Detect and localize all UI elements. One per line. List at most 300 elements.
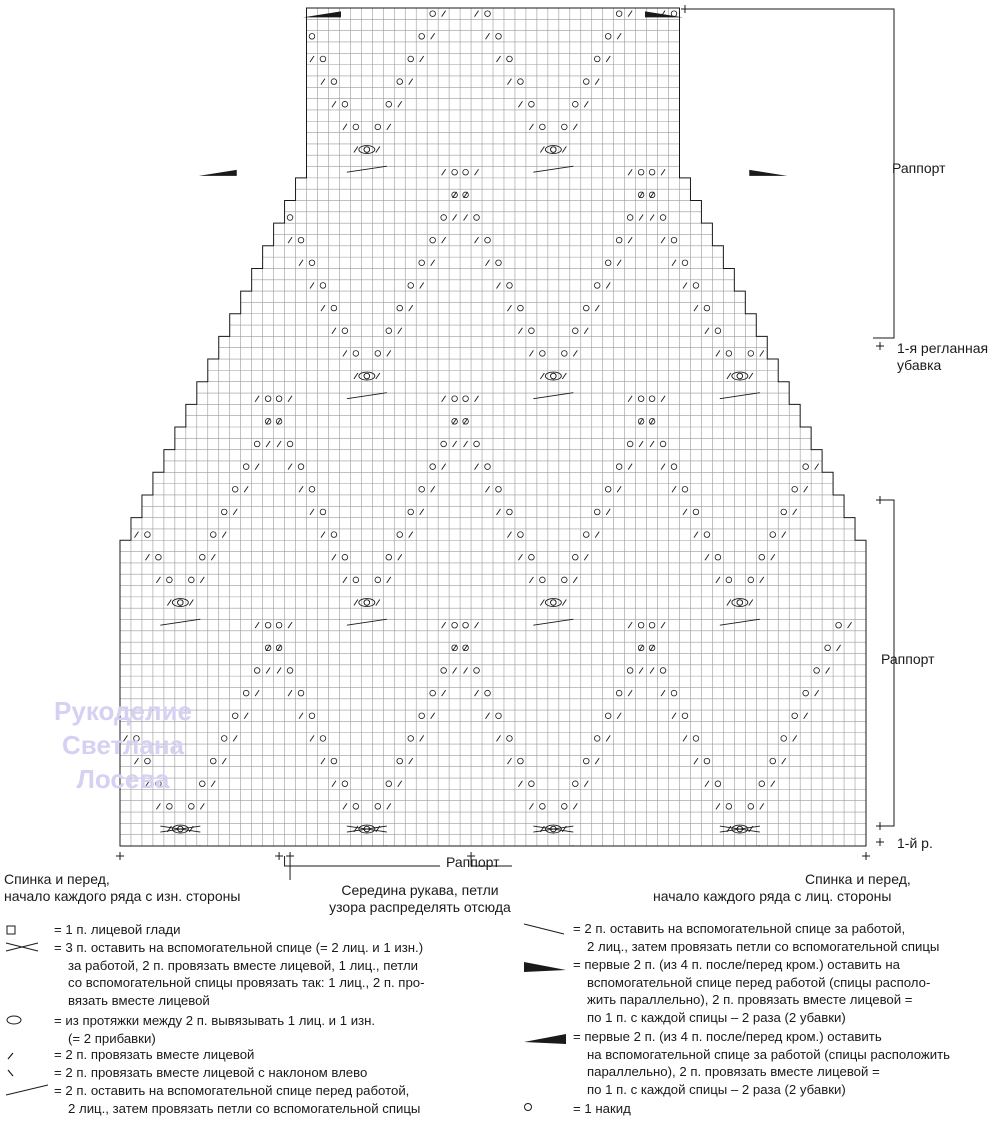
yarn-over-circle-icon xyxy=(386,328,392,334)
yarn-over-circle-icon xyxy=(551,147,557,153)
legend-left-item-5-line-1: 2 лиц., затем провязать петли со вспомогательной спицы xyxy=(68,1100,421,1116)
legend-left-item-2-line-0: = из протяжки между 2 п. вывязывать 1 лиц. и 1 изн. xyxy=(54,1013,376,1028)
left-slash-icon xyxy=(606,735,610,741)
oval-icon xyxy=(7,1016,21,1024)
left-slash-icon xyxy=(815,690,819,696)
right-slash-icon xyxy=(310,56,314,62)
yarn-over-circle-icon xyxy=(397,758,403,764)
first-raglan-label-2: убавка xyxy=(897,357,942,373)
yarn-over-circle-icon xyxy=(748,577,754,583)
yarn-over-circle-icon xyxy=(364,600,370,606)
left-slash-icon xyxy=(595,305,599,311)
yarn-over-circle-icon xyxy=(474,441,480,447)
left-slash-icon xyxy=(617,33,621,39)
left-slash-icon xyxy=(584,101,588,107)
yarn-over-circle-icon xyxy=(243,464,249,470)
right-slash-icon xyxy=(442,622,446,628)
right-slash-icon xyxy=(507,305,511,311)
right-slash-icon xyxy=(628,396,632,402)
left-caption-line-1: Спинка и перед, xyxy=(4,871,110,887)
yarn-over-circle-icon xyxy=(616,11,622,17)
right-slash-icon xyxy=(299,260,303,266)
yarn-over-circle-icon xyxy=(551,600,557,606)
right-slash-icon xyxy=(475,690,479,696)
right-slash-icon xyxy=(156,803,160,809)
right-slash-icon xyxy=(518,328,522,334)
left-slash-icon xyxy=(661,396,665,402)
right-slash-icon xyxy=(661,464,665,470)
yarn-over-circle-icon xyxy=(430,464,436,470)
grid-lines xyxy=(120,8,866,846)
center-caption-line-2: узора распределять отсюда xyxy=(329,899,511,915)
left-slash-icon xyxy=(771,781,775,787)
right-slash-icon xyxy=(650,667,654,673)
yarn-over-circle-icon xyxy=(572,554,578,560)
yarn-over-circle-icon xyxy=(518,532,524,538)
right-slash-icon xyxy=(332,101,336,107)
left-slash-icon xyxy=(793,509,797,515)
yarn-over-circle-icon xyxy=(825,645,831,651)
yarn-over-circle-icon xyxy=(638,396,644,402)
legend-left-item-3-line-0: = 2 п. провязать вместе лицевой xyxy=(54,1047,255,1062)
yarn-over-circle-icon xyxy=(496,34,502,40)
long-rising-line-icon xyxy=(720,619,760,625)
yarn-over-circle-icon xyxy=(375,351,381,357)
left-slash-icon xyxy=(573,350,577,356)
right-slash-icon xyxy=(299,33,303,39)
yarn-over-circle-icon xyxy=(671,690,677,696)
yarn-over-circle-icon xyxy=(199,554,205,560)
yarn-over-circle-icon xyxy=(616,690,622,696)
yarn-over-circle-icon xyxy=(693,283,699,289)
right-slash-icon xyxy=(507,79,511,85)
yarn-over-circle-icon xyxy=(386,554,392,560)
chart-grid xyxy=(120,8,866,846)
left-slash-icon xyxy=(617,486,621,492)
right-slash-icon xyxy=(705,328,709,334)
right-slash-icon xyxy=(321,305,325,311)
left-slash-icon xyxy=(409,532,413,538)
yarn-over-circle-icon xyxy=(463,622,469,628)
yarn-over-circle-icon xyxy=(452,396,458,402)
right-slash-icon xyxy=(354,600,358,606)
yarn-over-circle-icon xyxy=(364,147,370,153)
long-rising-line-icon xyxy=(720,393,760,399)
yarn-over-circle-icon xyxy=(474,668,480,674)
right-slash-icon xyxy=(727,600,731,606)
right-slash-icon xyxy=(464,441,468,447)
yarn-over-circle-icon xyxy=(529,328,535,334)
yarn-over-circle-icon xyxy=(397,532,403,538)
yarn-over-circle-icon xyxy=(309,713,315,719)
legend-right-icons xyxy=(520,920,570,1120)
right-slash-icon xyxy=(694,758,698,764)
right-slash-icon xyxy=(628,622,632,628)
left-slash-icon xyxy=(233,735,237,741)
left-slash-icon xyxy=(420,509,424,515)
yarn-over-circle-icon xyxy=(594,283,600,289)
right-slash-icon xyxy=(716,803,720,809)
yarn-over-circle-icon xyxy=(572,328,578,334)
right-slash-icon xyxy=(354,147,358,153)
yarn-over-circle-icon xyxy=(529,101,535,107)
left-slash-icon xyxy=(826,667,830,673)
yarn-over-circle-icon xyxy=(814,668,820,674)
yarn-over-circle-icon xyxy=(309,34,315,40)
yarn-over-circle-icon xyxy=(485,237,491,243)
watermark-line-3: Лосева xyxy=(76,764,170,794)
yarn-over-circle-icon xyxy=(616,237,622,243)
legend-left-item-1-line-3: вязать вместе лицевой xyxy=(68,992,210,1008)
left-slash-icon xyxy=(233,509,237,515)
yarn-over-circle-icon xyxy=(715,328,721,334)
yarn-over-circle-icon xyxy=(189,577,195,583)
yarn-over-circle-icon xyxy=(518,305,524,311)
right-slash-icon xyxy=(496,282,500,288)
left-slash-icon xyxy=(475,169,479,175)
left-slash-icon xyxy=(573,124,577,130)
right-slash-icon xyxy=(288,237,292,243)
legend-right-item-0-line-0: = 2 п. оставить на вспомогательной спице за работой, xyxy=(573,921,906,936)
yarn-over-circle-icon xyxy=(419,486,425,492)
legend-right-item-1-line-2: жить параллельно), 2 п. провязать вместе лицевой = xyxy=(587,992,913,1008)
left-slash-icon xyxy=(222,758,226,764)
right-slash-icon xyxy=(683,735,687,741)
right-slash-icon xyxy=(354,373,358,379)
yarn-over-circle-icon xyxy=(342,781,348,787)
right-slash-icon xyxy=(299,713,303,719)
watermark xyxy=(28,694,218,796)
left-slash-icon xyxy=(782,532,786,538)
right-slash-icon xyxy=(442,396,446,402)
yarn-over-circle-icon xyxy=(737,373,743,379)
left-slash-icon xyxy=(376,147,380,153)
left-slash-icon xyxy=(639,215,643,221)
yarn-over-circle-icon xyxy=(594,736,600,742)
first-row-label: 1-й р. xyxy=(897,835,933,851)
right-slash-icon xyxy=(650,215,654,221)
left-slash-icon xyxy=(661,169,665,175)
yarn-over-circle-icon xyxy=(320,56,326,62)
right-slash-icon xyxy=(716,577,720,583)
legend-left-item-5-line-0: = 2 п. оставить на вспомогательной спице перед работой, xyxy=(54,1083,410,1098)
yarn-over-circle-icon xyxy=(397,305,403,311)
yarn-over-circle-icon xyxy=(518,79,524,85)
yarn-over-circle-icon xyxy=(265,622,271,628)
left-slash-icon xyxy=(398,101,402,107)
yarn-over-circle-icon xyxy=(320,509,326,515)
left-wedge-icon xyxy=(749,170,787,176)
center-caption-line-1: Середина рукава, петли xyxy=(341,882,499,898)
legend-left-item-1-line-1: за работой, 2 п. провязать вместе лицевой, 1 лиц., петли xyxy=(68,957,419,973)
yarn-over-circle-icon xyxy=(342,554,348,560)
yarn-over-circle-icon xyxy=(243,690,249,696)
right-slash-icon xyxy=(277,441,281,447)
left-slash-icon xyxy=(387,124,391,130)
watermark-line-1: Рукоделие xyxy=(54,696,192,726)
legend-right-item-1-line-3: по 1 п. с каждой спицы – 2 раза (2 убавки) xyxy=(587,1009,846,1025)
yarn-over-circle-icon xyxy=(254,668,260,674)
left-slash-icon xyxy=(431,260,435,266)
yarn-over-circle-icon xyxy=(540,351,546,357)
left-slash-icon xyxy=(475,622,479,628)
right-slash-icon xyxy=(486,260,490,266)
left-slash-icon xyxy=(442,11,446,17)
left-slash-icon xyxy=(837,645,841,651)
left-slash-icon xyxy=(255,464,259,470)
yarn-over-circle-icon xyxy=(353,577,359,583)
right-slash-icon xyxy=(628,169,632,175)
left-slash-icon xyxy=(749,600,753,606)
right-slash-icon xyxy=(518,101,522,107)
yarn-over-circle-icon xyxy=(770,532,776,538)
right-slash-icon xyxy=(486,486,490,492)
yarn-over-circle-icon xyxy=(364,373,370,379)
left-slash-icon xyxy=(628,237,632,243)
left-slash-icon xyxy=(420,56,424,62)
left-slash-icon xyxy=(442,464,446,470)
long-rising-line-icon xyxy=(533,393,573,399)
yarn-over-circle-icon xyxy=(298,464,304,470)
yarn-over-circle-icon xyxy=(605,486,611,492)
left-slash-icon xyxy=(211,554,215,560)
yarn-over-circle-icon xyxy=(562,124,568,130)
right-slash-icon xyxy=(310,509,314,515)
yarn-over-circle-icon xyxy=(792,713,798,719)
rapport-bottom-bracket-left xyxy=(285,856,440,866)
left-slash-icon xyxy=(475,396,479,402)
yarn-over-circle-icon xyxy=(836,622,842,628)
yarn-over-circle-icon xyxy=(507,283,513,289)
yarn-over-circle-icon xyxy=(792,486,798,492)
yarn-over-circle-icon xyxy=(594,509,600,515)
yarn-over-circle-icon xyxy=(496,713,502,719)
yarn-over-circle-icon xyxy=(298,237,304,243)
yarn-over-circle-icon xyxy=(430,11,436,17)
left-slash-icon xyxy=(804,713,808,719)
long-rising-line-icon xyxy=(347,393,387,399)
right-wedge-icon xyxy=(199,170,237,176)
right-slash-icon xyxy=(672,260,676,266)
left-slash-icon xyxy=(420,735,424,741)
yarn-over-circle-icon xyxy=(408,283,414,289)
yarn-over-circle-icon xyxy=(529,554,535,560)
yarn-over-circle-icon xyxy=(232,713,238,719)
yarn-over-circle-icon xyxy=(485,464,491,470)
right-slash-icon xyxy=(540,600,544,606)
yarn-over-circle-icon xyxy=(331,79,337,85)
left-slash-icon xyxy=(431,486,435,492)
legend-right-item-2-line-2: параллельно), 2 п. провязать вместе лицевой = xyxy=(587,1064,880,1080)
left-slash-icon xyxy=(420,282,424,288)
left-slash-icon xyxy=(189,600,193,606)
yarn-over-circle-icon xyxy=(408,56,414,62)
left-slash-icon xyxy=(442,237,446,243)
yarn-over-circle-icon xyxy=(737,600,743,606)
yarn-over-circle-icon xyxy=(551,373,557,379)
right-slash-icon xyxy=(255,622,259,628)
yarn-over-circle-icon xyxy=(715,554,721,560)
legend-right-item-0-line-1: 2 лиц., затем провязать петли со вспомогательной спицы xyxy=(587,938,940,954)
yarn-over-circle-icon xyxy=(605,260,611,266)
right-slash-icon xyxy=(343,350,347,356)
legend-right-item-1-line-0: = первые 2 п. (из 4 п. после/перед кром.) оставить на xyxy=(573,957,900,972)
yarn-over-circle-icon xyxy=(583,758,589,764)
right-caption-line-2: начало каждого ряда с лиц. стороны xyxy=(653,888,892,904)
right-slash-icon xyxy=(288,690,292,696)
yarn-over-circle-icon xyxy=(221,736,227,742)
right-slash-icon xyxy=(683,282,687,288)
right-slash-icon xyxy=(134,532,138,538)
right-slash-icon xyxy=(343,124,347,130)
left-slash-icon xyxy=(848,622,852,628)
right-slash-icon xyxy=(464,215,468,221)
left-slash-icon xyxy=(398,554,402,560)
left-slash-icon xyxy=(749,373,753,379)
right-slash-icon xyxy=(529,577,533,583)
yarn-over-circle-icon xyxy=(507,56,513,62)
left-slash-icon xyxy=(584,554,588,560)
yarn-over-circle-icon xyxy=(342,101,348,107)
left-slash-icon xyxy=(442,690,446,696)
left-slash-icon xyxy=(628,690,632,696)
yarn-over-circle-icon xyxy=(145,532,151,538)
left-slash-icon xyxy=(815,464,819,470)
right-slash-icon xyxy=(529,350,533,356)
left-slash-icon xyxy=(562,147,566,153)
left-slash-icon xyxy=(244,486,248,492)
yarn-over-circle-icon xyxy=(430,237,436,243)
right-slash-icon xyxy=(486,713,490,719)
right-slash-icon xyxy=(332,328,336,334)
legend-left-item-1-line-2: со вспомогательной спицы провязать так: 1 лиц., 2 п. про- xyxy=(68,975,425,991)
legend-right-item-2-line-0: = первые 2 п. (из 4 п. после/перед кром.) оставить xyxy=(573,1029,882,1044)
right-slash-icon xyxy=(442,169,446,175)
yarn-over-circle-icon xyxy=(298,690,304,696)
yarn-over-circle-icon xyxy=(331,758,337,764)
left-slash-icon xyxy=(255,690,259,696)
right-slash-icon xyxy=(540,373,544,379)
left-slash-icon xyxy=(617,260,621,266)
right-slash-icon xyxy=(8,1053,13,1059)
yarn-over-circle-icon xyxy=(189,804,195,810)
left-slash-icon xyxy=(200,577,204,583)
right-slash-icon xyxy=(475,237,479,243)
yarn-over-circle-icon xyxy=(726,577,732,583)
legend-left-item-1-line-0: = 3 п. оставить на вспомогательной спице (= 2 лиц. и 1 изн.) xyxy=(54,940,424,955)
left-slash-icon xyxy=(387,350,391,356)
yarn-over-circle-icon xyxy=(474,215,480,221)
yarn-over-circle-icon xyxy=(562,804,568,810)
yarn-over-circle-icon xyxy=(715,781,721,787)
yarn-over-circle-icon xyxy=(616,464,622,470)
long-rising-line-icon xyxy=(533,619,573,625)
legend-left-icons xyxy=(4,923,50,1123)
rapport-middle-label: Раппорт xyxy=(881,651,935,667)
yarn-over-circle-icon xyxy=(649,169,655,175)
yarn-over-circle-icon xyxy=(463,169,469,175)
left-slash-icon xyxy=(376,600,380,606)
left-slash-icon xyxy=(453,441,457,447)
left-slash-icon xyxy=(793,735,797,741)
yarn-over-circle-icon xyxy=(320,283,326,289)
yarn-over-circle-icon xyxy=(419,713,425,719)
left-slash-icon xyxy=(398,328,402,334)
rapport-top-bracket xyxy=(685,9,894,338)
watermark-line-2: Светлана xyxy=(61,730,185,760)
right-slash-icon xyxy=(507,532,511,538)
yarn-over-circle-icon xyxy=(583,532,589,538)
yarn-over-circle-icon xyxy=(660,441,666,447)
long-falling-line-icon xyxy=(524,924,564,934)
yarn-over-circle-icon xyxy=(693,509,699,515)
left-slash-icon xyxy=(760,350,764,356)
right-slash-icon xyxy=(332,554,336,560)
yarn-over-circle-icon xyxy=(540,804,546,810)
left-slash-icon xyxy=(8,1070,13,1076)
rapport-top-label: Раппорт xyxy=(892,160,946,176)
left-slash-icon xyxy=(409,758,413,764)
right-slash-icon xyxy=(277,215,281,221)
left-slash-icon xyxy=(409,79,413,85)
left-slash-icon xyxy=(595,79,599,85)
left-slash-icon xyxy=(573,577,577,583)
yarn-over-circle-icon xyxy=(748,351,754,357)
yarn-over-circle-icon xyxy=(419,260,425,266)
left-slash-icon xyxy=(661,622,665,628)
legend-left-item-0-line-0: = 1 п. лицевой глади xyxy=(54,922,181,937)
right-slash-icon xyxy=(310,282,314,288)
yarn-over-circle-icon xyxy=(693,736,699,742)
right-slash-icon xyxy=(486,33,490,39)
right-slash-icon xyxy=(464,667,468,673)
right-slash-icon xyxy=(672,713,676,719)
yarn-over-circle-icon xyxy=(627,215,633,221)
left-slash-icon xyxy=(595,532,599,538)
yarn-over-circle-icon xyxy=(221,509,227,515)
yarn-over-circle-icon xyxy=(540,577,546,583)
yarn-over-circle-icon xyxy=(726,351,732,357)
yarn-over-circle-icon xyxy=(419,34,425,40)
long-rising-line-icon xyxy=(347,619,387,625)
right-slash-icon xyxy=(540,147,544,153)
long-rising-line-icon xyxy=(347,846,387,852)
legend-right-item-3-line-0: = 1 накид xyxy=(573,1101,631,1116)
long-rising-line-icon xyxy=(347,166,387,172)
right-slash-icon xyxy=(496,735,500,741)
yarn-over-circle-icon xyxy=(408,736,414,742)
long-rising-line-icon xyxy=(160,619,200,625)
left-slash-icon xyxy=(804,486,808,492)
right-caption-line-1: Спинка и перед, xyxy=(805,871,911,887)
right-slash-icon xyxy=(343,577,347,583)
left-slash-icon xyxy=(628,11,632,17)
yarn-over-circle-icon xyxy=(507,509,513,515)
right-slash-icon xyxy=(299,486,303,492)
yarn-over-circle-icon xyxy=(496,486,502,492)
yarn-over-circle-icon xyxy=(353,351,359,357)
chart-symbols xyxy=(123,11,851,852)
yarn-over-circle-icon xyxy=(583,79,589,85)
yarn-over-circle-icon xyxy=(210,532,216,538)
yarn-over-circle-icon xyxy=(331,532,337,538)
yarn-over-circle-icon xyxy=(704,305,710,311)
first-raglan-label: 1-я регланная xyxy=(897,340,989,356)
yarn-over-circle-icon xyxy=(353,124,359,130)
yarn-over-circle-icon xyxy=(375,577,381,583)
left-slash-icon xyxy=(266,667,270,673)
right-wedge-icon xyxy=(303,11,341,17)
